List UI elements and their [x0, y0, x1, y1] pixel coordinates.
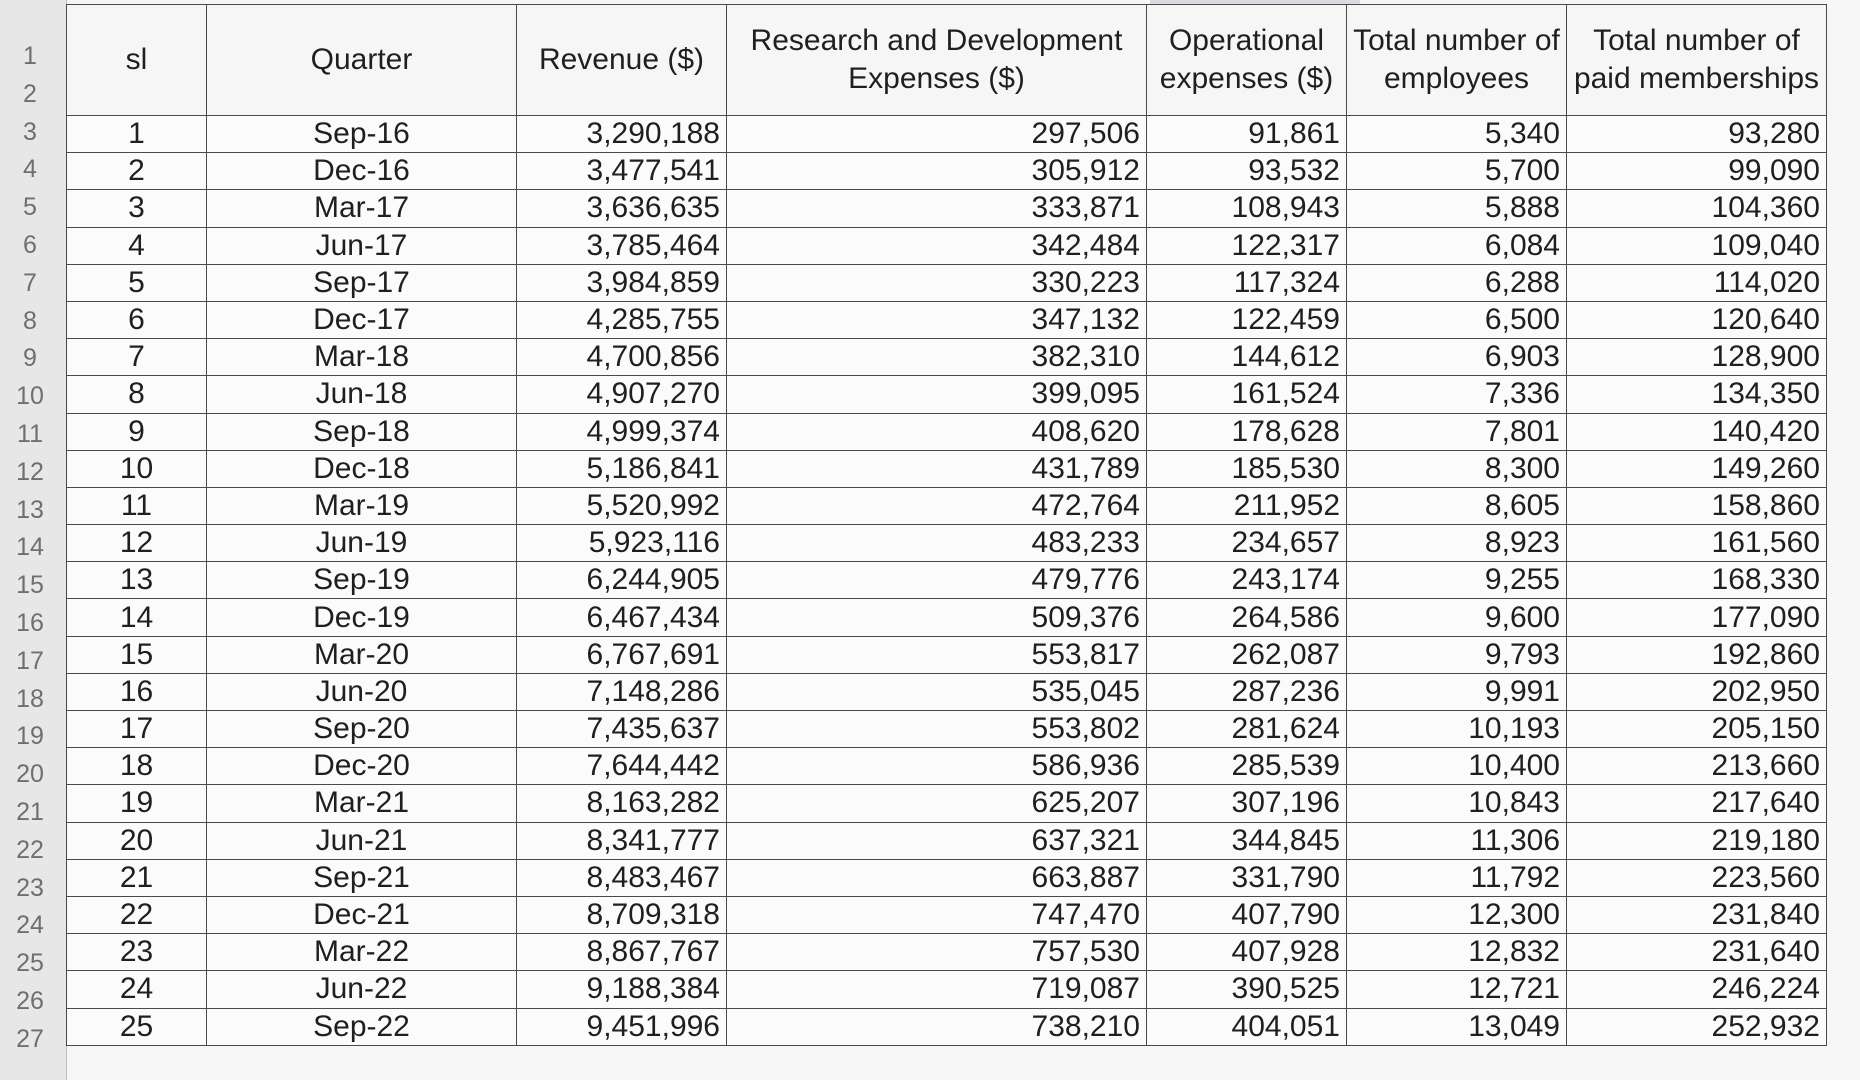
- cell-employees[interactable]: 9,600: [1347, 599, 1567, 636]
- cell-sl[interactable]: 17: [67, 711, 207, 748]
- cell-sl[interactable]: 20: [67, 822, 207, 859]
- cell-memberships[interactable]: 161,560: [1567, 525, 1827, 562]
- cell-opex[interactable]: 331,790: [1147, 859, 1347, 896]
- cell-rnd[interactable]: 509,376: [727, 599, 1147, 636]
- cell-quarter[interactable]: Sep-18: [207, 413, 517, 450]
- cell-sl[interactable]: 19: [67, 785, 207, 822]
- cell-quarter[interactable]: Jun-21: [207, 822, 517, 859]
- cell-memberships[interactable]: 205,150: [1567, 711, 1827, 748]
- row-number[interactable]: 9: [23, 344, 37, 373]
- table-row: [67, 376, 1827, 413]
- cell-rnd[interactable]: 757,530: [727, 934, 1147, 971]
- cell-rnd[interactable]: 431,789: [727, 450, 1147, 487]
- row-number[interactable]: 13: [16, 495, 44, 524]
- row-number[interactable]: 18: [16, 684, 44, 713]
- cell-sl[interactable]: 2: [67, 153, 207, 190]
- row-number[interactable]: 6: [23, 231, 37, 259]
- cell-quarter[interactable]: Dec-16: [207, 153, 517, 190]
- table-row: [67, 227, 1827, 264]
- cell-opex[interactable]: 407,790: [1147, 896, 1347, 933]
- cell-quarter[interactable]: Sep-16: [207, 116, 517, 153]
- table-row: [67, 339, 1827, 376]
- row-number[interactable]: 10: [16, 382, 44, 411]
- cell-rnd[interactable]: 333,871: [727, 190, 1147, 227]
- cell-memberships[interactable]: 120,640: [1567, 301, 1827, 338]
- row-number[interactable]: 7: [23, 268, 37, 297]
- cell-rnd[interactable]: 297,506: [727, 116, 1147, 153]
- cell-rnd[interactable]: 408,620: [727, 413, 1147, 450]
- cell-opex[interactable]: 122,317: [1147, 227, 1347, 264]
- cell-employees[interactable]: 10,193: [1347, 711, 1567, 748]
- table-row: [67, 785, 1827, 822]
- cell-quarter[interactable]: Dec-17: [207, 301, 517, 338]
- cell-rnd[interactable]: 738,210: [727, 1008, 1147, 1045]
- cell-revenue[interactable]: 8,483,467: [517, 859, 727, 896]
- cell-revenue[interactable]: 5,520,992: [517, 487, 727, 524]
- cell-memberships[interactable]: 109,040: [1567, 227, 1827, 264]
- data-table: [66, 4, 1827, 1046]
- cell-memberships[interactable]: 149,260: [1567, 450, 1827, 487]
- cell-opex[interactable]: 281,624: [1147, 711, 1347, 748]
- cell-rnd[interactable]: 330,223: [727, 264, 1147, 301]
- cell-revenue[interactable]: 6,767,691: [517, 636, 727, 673]
- header-employees[interactable]: Total number of employees: [1347, 5, 1567, 116]
- cell-rnd[interactable]: 535,045: [727, 673, 1147, 710]
- cell-employees[interactable]: 7,336: [1347, 376, 1567, 413]
- cell-sl[interactable]: 21: [67, 859, 207, 896]
- cell-sl[interactable]: 16: [67, 673, 207, 710]
- cell-memberships[interactable]: 192,860: [1567, 636, 1827, 673]
- cell-sl[interactable]: 24: [67, 971, 207, 1008]
- cell-employees[interactable]: 11,306: [1347, 822, 1567, 859]
- table-row: [67, 636, 1827, 673]
- cell-rnd[interactable]: 719,087: [727, 971, 1147, 1008]
- cell-revenue[interactable]: 3,785,464: [517, 227, 727, 264]
- cell-opex[interactable]: 234,657: [1147, 525, 1347, 562]
- cell-sl[interactable]: 13: [67, 562, 207, 599]
- cell-rnd[interactable]: 399,095: [727, 376, 1147, 413]
- cell-rnd[interactable]: 553,802: [727, 711, 1147, 748]
- table-row: [67, 822, 1827, 859]
- cell-rnd[interactable]: 553,817: [727, 636, 1147, 673]
- cell-employees[interactable]: 9,255: [1347, 562, 1567, 599]
- cell-employees[interactable]: 9,793: [1347, 636, 1567, 673]
- row-number[interactable]: 15: [16, 571, 44, 600]
- row-number[interactable]: 25: [16, 949, 44, 978]
- cell-revenue[interactable]: 7,435,637: [517, 711, 727, 748]
- cell-sl[interactable]: 6: [67, 301, 207, 338]
- cell-memberships[interactable]: 223,560: [1567, 859, 1827, 896]
- cell-employees[interactable]: 6,903: [1347, 339, 1567, 376]
- cell-employees[interactable]: 6,288: [1347, 264, 1567, 301]
- cell-memberships[interactable]: 252,932: [1567, 1008, 1827, 1045]
- cell-opex[interactable]: 262,087: [1147, 636, 1347, 673]
- cell-revenue[interactable]: 4,999,374: [517, 413, 727, 450]
- cell-quarter[interactable]: Jun-19: [207, 525, 517, 562]
- cell-memberships[interactable]: 202,950: [1567, 673, 1827, 710]
- table-row: [67, 413, 1827, 450]
- header-revenue[interactable]: Revenue ($): [517, 5, 727, 116]
- cell-opex[interactable]: 122,459: [1147, 301, 1347, 338]
- cell-quarter[interactable]: Jun-17: [207, 227, 517, 264]
- table-row: [67, 487, 1827, 524]
- cell-memberships[interactable]: 246,224: [1567, 971, 1827, 1008]
- cell-revenue[interactable]: 4,907,270: [517, 376, 727, 413]
- header-quarter[interactable]: Quarter: [207, 5, 517, 116]
- row-number[interactable]: 1: [23, 42, 37, 70]
- cell-sl[interactable]: 10: [67, 450, 207, 487]
- cell-opex[interactable]: 161,524: [1147, 376, 1347, 413]
- cell-sl[interactable]: 12: [67, 525, 207, 562]
- row-number[interactable]: 14: [16, 533, 44, 562]
- cell-sl[interactable]: 5: [67, 264, 207, 301]
- cell-memberships[interactable]: 99,090: [1567, 153, 1827, 190]
- cell-employees[interactable]: 7,801: [1347, 413, 1567, 450]
- cell-quarter[interactable]: Dec-21: [207, 896, 517, 933]
- cell-quarter[interactable]: Sep-19: [207, 562, 517, 599]
- cell-memberships[interactable]: 219,180: [1567, 822, 1827, 859]
- table-row: [67, 934, 1827, 971]
- row-number[interactable]: 2: [23, 79, 37, 108]
- row-number[interactable]: 4: [23, 155, 37, 184]
- row-number[interactable]: 3: [23, 117, 37, 146]
- table-row: [67, 562, 1827, 599]
- row-number[interactable]: 24: [16, 911, 44, 940]
- cell-revenue[interactable]: 7,644,442: [517, 748, 727, 785]
- cell-memberships[interactable]: 231,640: [1567, 934, 1827, 971]
- cell-opex[interactable]: 91,861: [1147, 116, 1347, 153]
- cell-quarter[interactable]: Mar-21: [207, 785, 517, 822]
- cell-rnd[interactable]: 663,887: [727, 859, 1147, 896]
- cell-revenue[interactable]: 3,290,188: [517, 116, 727, 153]
- table-row: [67, 711, 1827, 748]
- cell-memberships[interactable]: 104,360: [1567, 190, 1827, 227]
- table-row: [67, 896, 1827, 933]
- cell-revenue[interactable]: 3,477,541: [517, 153, 727, 190]
- cell-opex[interactable]: 117,324: [1147, 264, 1347, 301]
- row-number[interactable]: 5: [23, 193, 37, 222]
- header-row: [67, 5, 1827, 116]
- header-sl[interactable]: sl: [67, 5, 207, 116]
- cell-opex[interactable]: 344,845: [1147, 822, 1347, 859]
- cell-opex[interactable]: 404,051: [1147, 1008, 1347, 1045]
- row-number[interactable]: 17: [16, 646, 44, 675]
- cell-quarter[interactable]: Jun-20: [207, 673, 517, 710]
- cell-quarter[interactable]: Dec-19: [207, 599, 517, 636]
- cell-opex[interactable]: 407,928: [1147, 934, 1347, 971]
- cell-rnd[interactable]: 483,233: [727, 525, 1147, 562]
- cell-sl[interactable]: 22: [67, 896, 207, 933]
- cell-memberships[interactable]: 177,090: [1567, 599, 1827, 636]
- cell-quarter[interactable]: Sep-22: [207, 1008, 517, 1045]
- cell-rnd[interactable]: 342,484: [727, 227, 1147, 264]
- cell-sl[interactable]: 3: [67, 190, 207, 227]
- table-row: [67, 116, 1827, 153]
- cell-employees[interactable]: 11,792: [1347, 859, 1567, 896]
- cell-quarter[interactable]: Mar-19: [207, 487, 517, 524]
- table-row: [67, 599, 1827, 636]
- cell-rnd[interactable]: 305,912: [727, 153, 1147, 190]
- cell-rnd[interactable]: 637,321: [727, 822, 1147, 859]
- cell-memberships[interactable]: 114,020: [1567, 264, 1827, 301]
- table-row: [67, 859, 1827, 896]
- row-number[interactable]: 23: [16, 873, 44, 902]
- cell-sl[interactable]: 9: [67, 413, 207, 450]
- cell-opex[interactable]: 211,952: [1147, 487, 1347, 524]
- row-number[interactable]: 20: [16, 760, 44, 789]
- cell-rnd[interactable]: 625,207: [727, 785, 1147, 822]
- cell-memberships[interactable]: 93,280: [1567, 116, 1827, 153]
- cell-revenue[interactable]: 4,285,755: [517, 301, 727, 338]
- cell-memberships[interactable]: 128,900: [1567, 339, 1827, 376]
- cell-employees[interactable]: 12,721: [1347, 971, 1567, 1008]
- header-memberships[interactable]: Total number of paid memberships: [1567, 5, 1827, 116]
- cell-opex[interactable]: 264,586: [1147, 599, 1347, 636]
- cell-rnd[interactable]: 586,936: [727, 748, 1147, 785]
- table-row: [67, 450, 1827, 487]
- cell-quarter[interactable]: Sep-17: [207, 264, 517, 301]
- cell-employees[interactable]: 8,923: [1347, 525, 1567, 562]
- row-number[interactable]: 8: [23, 306, 37, 335]
- row-number[interactable]: 11: [17, 420, 43, 448]
- cell-sl[interactable]: 15: [67, 636, 207, 673]
- cell-revenue[interactable]: 4,700,856: [517, 339, 727, 376]
- cell-rnd[interactable]: 472,764: [727, 487, 1147, 524]
- cell-sl[interactable]: 4: [67, 227, 207, 264]
- cell-sl[interactable]: 11: [67, 487, 207, 524]
- table-row: [67, 748, 1827, 785]
- row-number[interactable]: 21: [16, 798, 44, 826]
- cell-quarter[interactable]: Mar-18: [207, 339, 517, 376]
- cell-quarter[interactable]: Dec-18: [207, 450, 517, 487]
- cell-rnd[interactable]: 347,132: [727, 301, 1147, 338]
- cell-revenue[interactable]: 9,188,384: [517, 971, 727, 1008]
- cell-revenue[interactable]: 5,923,116: [517, 525, 727, 562]
- cell-opex[interactable]: 390,525: [1147, 971, 1347, 1008]
- cell-memberships[interactable]: 140,420: [1567, 413, 1827, 450]
- cell-sl[interactable]: 25: [67, 1008, 207, 1045]
- cell-opex[interactable]: 93,532: [1147, 153, 1347, 190]
- cell-employees[interactable]: 12,300: [1347, 896, 1567, 933]
- table-row: [67, 301, 1827, 338]
- cell-sl[interactable]: 1: [67, 116, 207, 153]
- cell-opex[interactable]: 178,628: [1147, 413, 1347, 450]
- cell-opex[interactable]: 243,174: [1147, 562, 1347, 599]
- header-opex[interactable]: Operational expenses ($): [1147, 5, 1347, 116]
- cell-quarter[interactable]: Jun-22: [207, 971, 517, 1008]
- cell-revenue[interactable]: 8,163,282: [517, 785, 727, 822]
- cell-rnd[interactable]: 382,310: [727, 339, 1147, 376]
- cell-quarter[interactable]: Sep-21: [207, 859, 517, 896]
- cell-sl[interactable]: 23: [67, 934, 207, 971]
- cell-revenue[interactable]: 9,451,996: [517, 1008, 727, 1045]
- row-number[interactable]: 22: [16, 835, 44, 864]
- cell-opex[interactable]: 144,612: [1147, 339, 1347, 376]
- cell-employees[interactable]: 12,832: [1347, 934, 1567, 971]
- row-number[interactable]: 16: [16, 609, 44, 637]
- cell-revenue[interactable]: 6,244,905: [517, 562, 727, 599]
- table-row: [67, 190, 1827, 227]
- table-row: [67, 264, 1827, 301]
- cell-memberships[interactable]: 168,330: [1567, 562, 1827, 599]
- cell-opex[interactable]: 185,530: [1147, 450, 1347, 487]
- table-row: [67, 1008, 1827, 1045]
- cell-revenue[interactable]: 5,186,841: [517, 450, 727, 487]
- cell-rnd[interactable]: 479,776: [727, 562, 1147, 599]
- cell-quarter[interactable]: Dec-20: [207, 748, 517, 785]
- cell-employees[interactable]: 10,400: [1347, 748, 1567, 785]
- cell-employees[interactable]: 6,500: [1347, 301, 1567, 338]
- cell-memberships[interactable]: 231,840: [1567, 896, 1827, 933]
- row-number-gutter: [0, 0, 67, 1080]
- cell-memberships[interactable]: 134,350: [1567, 376, 1827, 413]
- cell-employees[interactable]: 5,340: [1347, 116, 1567, 153]
- cell-sl[interactable]: 18: [67, 748, 207, 785]
- table-row: [67, 971, 1827, 1008]
- cell-employees[interactable]: 10,843: [1347, 785, 1567, 822]
- cell-rnd[interactable]: 747,470: [727, 896, 1147, 933]
- cell-memberships[interactable]: 217,640: [1567, 785, 1827, 822]
- table-row: [67, 525, 1827, 562]
- cell-employees[interactable]: 5,888: [1347, 190, 1567, 227]
- cell-opex[interactable]: 285,539: [1147, 748, 1347, 785]
- cell-employees[interactable]: 5,700: [1347, 153, 1567, 190]
- cell-opex[interactable]: 307,196: [1147, 785, 1347, 822]
- cell-revenue[interactable]: 7,148,286: [517, 673, 727, 710]
- cell-employees[interactable]: 6,084: [1347, 227, 1567, 264]
- row-number[interactable]: 12: [16, 457, 44, 486]
- cell-quarter[interactable]: Mar-22: [207, 934, 517, 971]
- cell-employees[interactable]: 9,991: [1347, 673, 1567, 710]
- cell-revenue[interactable]: 8,867,767: [517, 934, 727, 971]
- cell-memberships[interactable]: 158,860: [1567, 487, 1827, 524]
- cell-opex[interactable]: 287,236: [1147, 673, 1347, 710]
- cell-employees[interactable]: 8,605: [1347, 487, 1567, 524]
- cell-revenue[interactable]: 8,341,777: [517, 822, 727, 859]
- cell-revenue[interactable]: 8,709,318: [517, 896, 727, 933]
- header-rnd[interactable]: Research and Development Expenses ($): [727, 5, 1147, 116]
- cell-quarter[interactable]: Sep-20: [207, 711, 517, 748]
- cell-revenue[interactable]: 6,467,434: [517, 599, 727, 636]
- cell-employees[interactable]: 8,300: [1347, 450, 1567, 487]
- cell-quarter[interactable]: Mar-20: [207, 636, 517, 673]
- cell-sl[interactable]: 7: [67, 339, 207, 376]
- cell-revenue[interactable]: 3,636,635: [517, 190, 727, 227]
- row-number[interactable]: 27: [16, 1024, 44, 1053]
- cell-employees[interactable]: 13,049: [1347, 1008, 1567, 1045]
- cell-revenue[interactable]: 3,984,859: [517, 264, 727, 301]
- cell-quarter[interactable]: Jun-18: [207, 376, 517, 413]
- cell-sl[interactable]: 14: [67, 599, 207, 636]
- cell-sl[interactable]: 8: [67, 376, 207, 413]
- cell-memberships[interactable]: 213,660: [1567, 748, 1827, 785]
- table-row: [67, 673, 1827, 710]
- row-number[interactable]: 19: [16, 722, 44, 751]
- cell-opex[interactable]: 108,943: [1147, 190, 1347, 227]
- row-number[interactable]: 26: [16, 987, 44, 1015]
- cell-quarter[interactable]: Mar-17: [207, 190, 517, 227]
- table-row: [67, 153, 1827, 190]
